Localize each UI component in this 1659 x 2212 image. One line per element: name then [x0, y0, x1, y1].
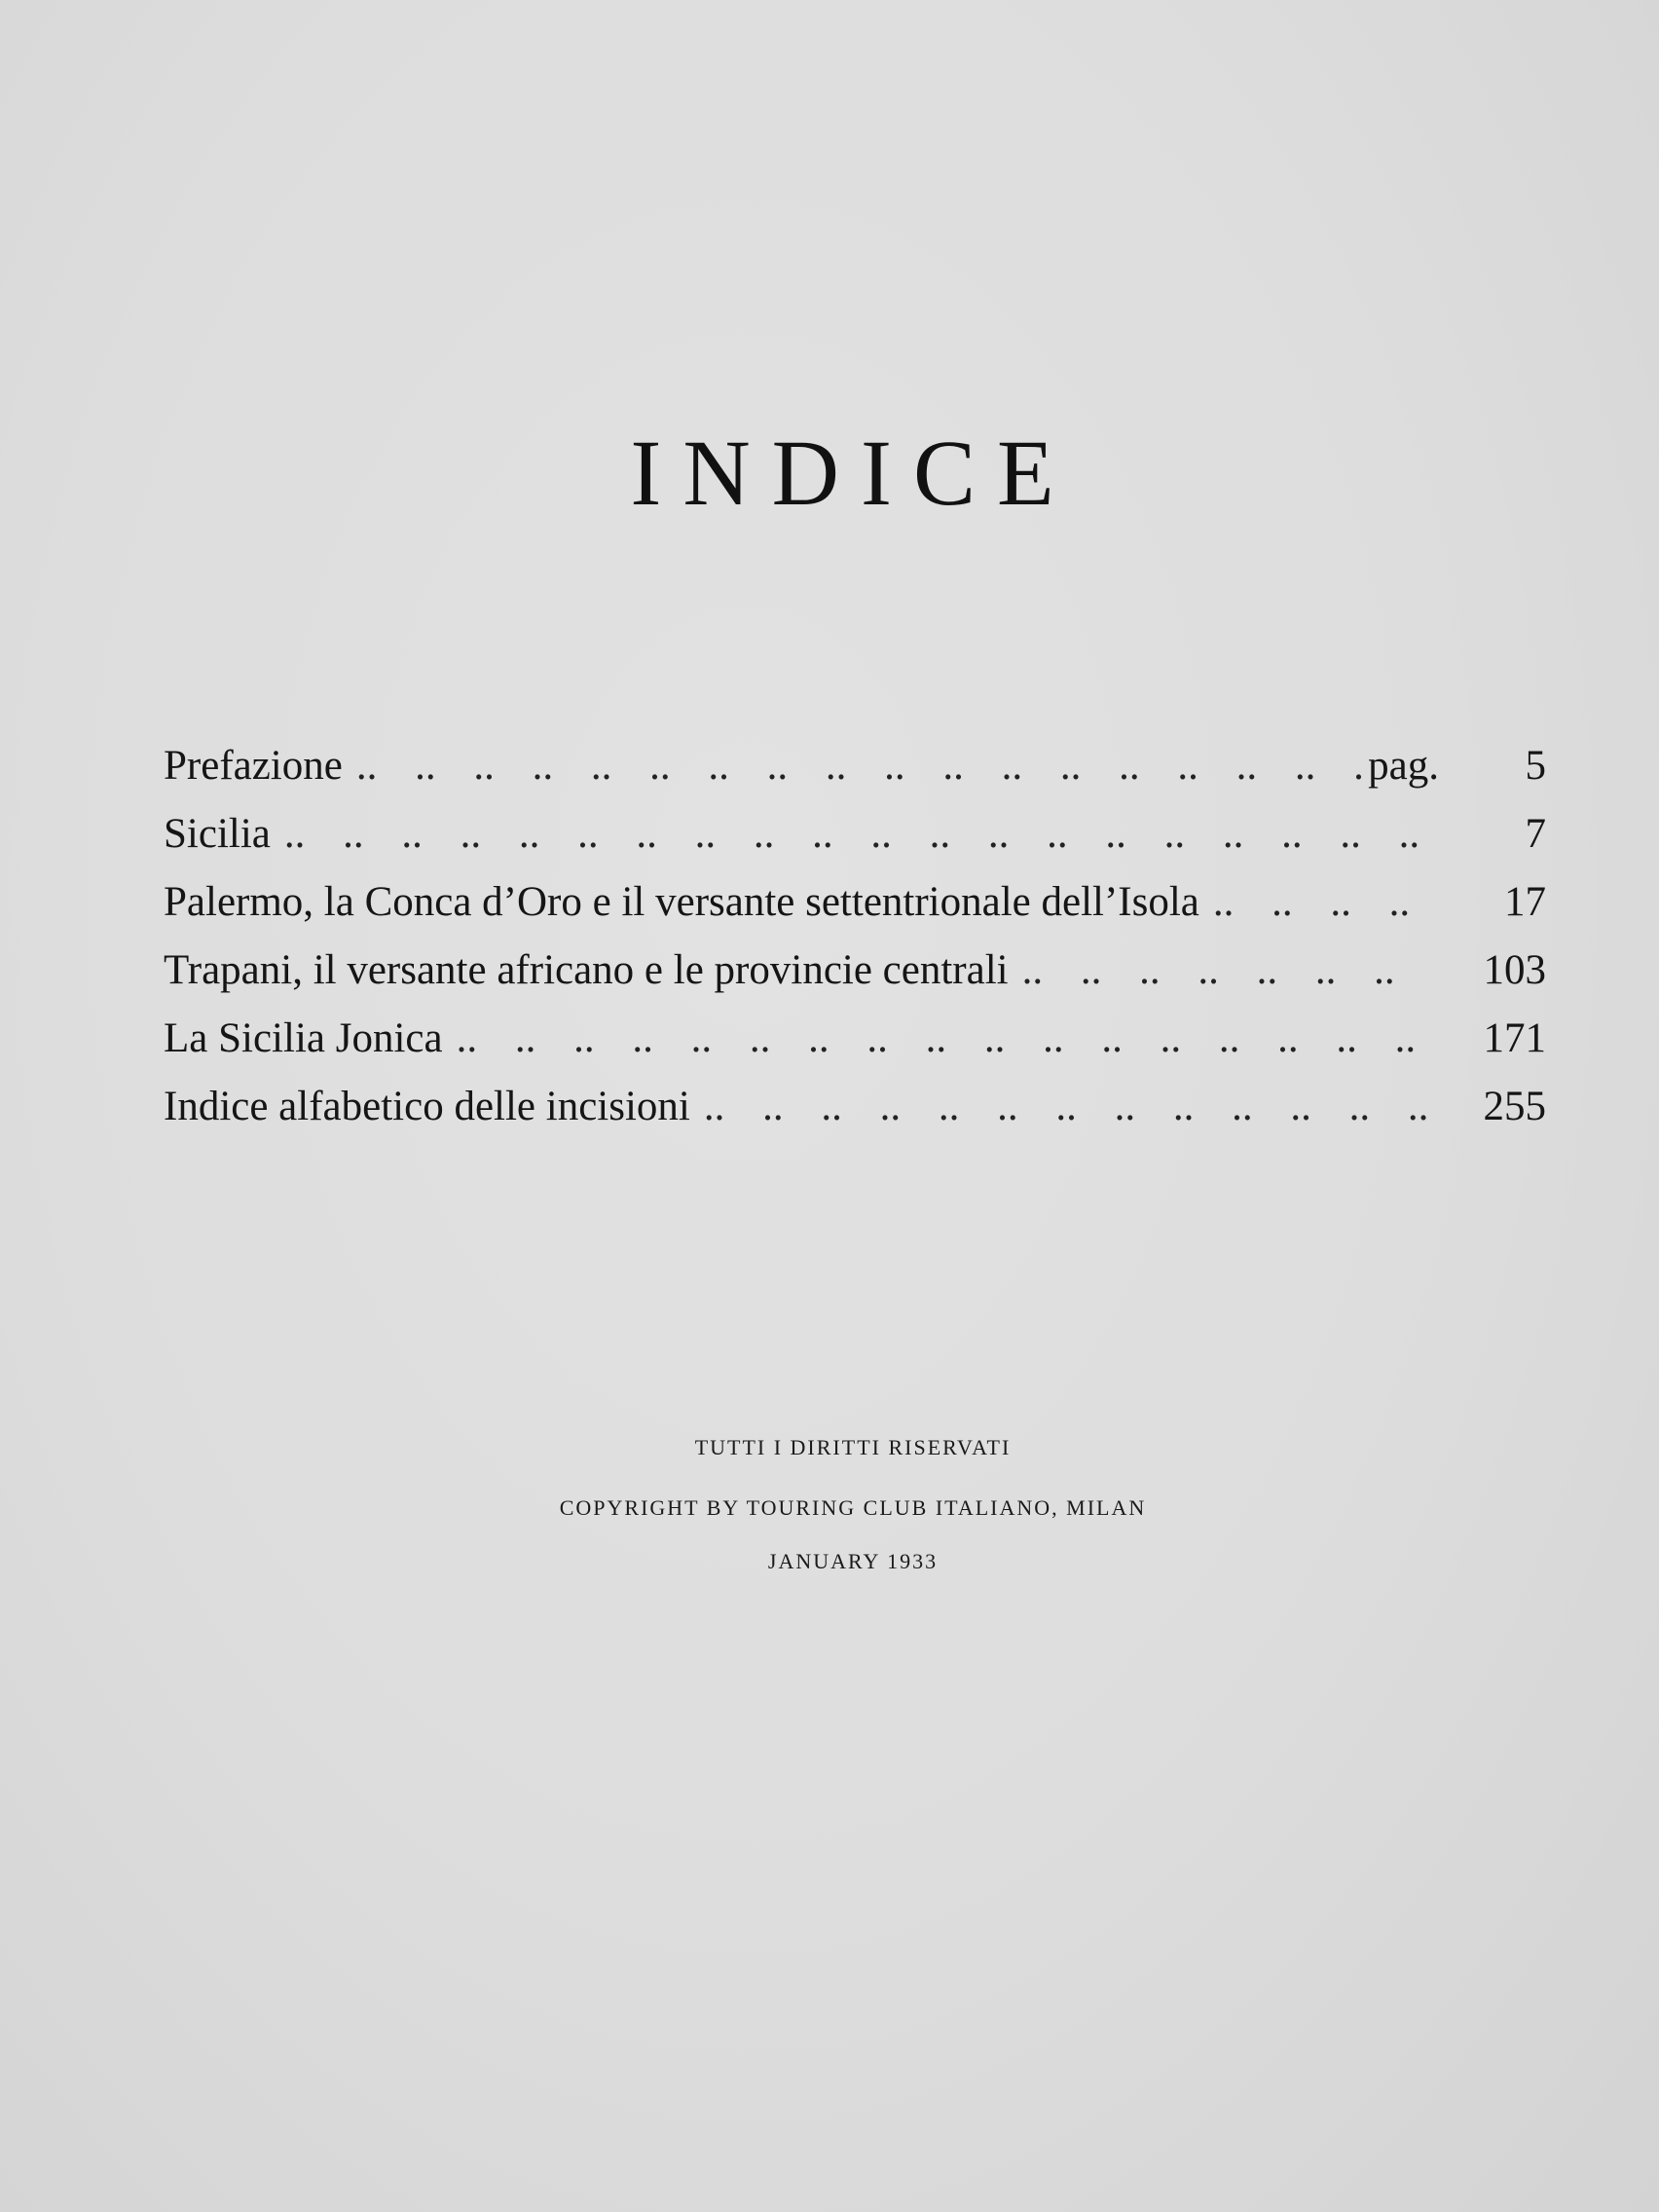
table-of-contents	[164, 732, 1546, 1141]
toc-dot-leader	[356, 732, 1362, 800]
page-title: INDICE	[630, 421, 1076, 525]
toc-entry-title: La Sicilia Jonica	[164, 1015, 443, 1061]
toc-page-number: 255	[1483, 1084, 1546, 1129]
toc-entry-title: Indice alfabetico delle incisioni	[164, 1084, 690, 1129]
toc-entry	[164, 937, 1546, 1005]
toc-page-number: 171	[1483, 1015, 1546, 1061]
toc-entry-title: Prefazione	[164, 743, 343, 789]
toc-entry	[164, 1073, 1546, 1141]
toc-dot-leader	[284, 800, 1433, 868]
toc-dot-leader	[457, 1005, 1433, 1073]
toc-entry-title: Palermo, la Conca d’Oro e il versante settentrionale dell’Isola	[164, 879, 1199, 925]
toc-entry	[164, 868, 1546, 937]
toc-entry	[164, 1005, 1546, 1073]
toc-dot-leader	[1022, 937, 1433, 1005]
toc-entry-title: Trapani, il versante africano e le provincie centrali	[164, 947, 1009, 993]
toc-page-number: 5	[1525, 743, 1546, 789]
toc-page-prefix: pag.	[1368, 743, 1439, 789]
toc-dot-leader	[704, 1073, 1433, 1141]
publication-date: JANUARY 1933	[767, 1549, 939, 1573]
toc-page-number: 17	[1504, 879, 1546, 925]
toc-entry	[164, 800, 1546, 868]
toc-page-number: 7	[1525, 811, 1546, 857]
rights-reserved-notice: TUTTI I DIRITTI RISERVATI	[694, 1435, 1012, 1459]
toc-entry-title: Sicilia	[164, 811, 271, 857]
toc-entry	[164, 732, 1546, 800]
toc-page-number: 103	[1483, 947, 1546, 993]
copyright-notice: COPYRIGHT BY TOURING CLUB ITALIANO, MILAN	[559, 1495, 1147, 1520]
toc-dot-leader	[1213, 868, 1433, 937]
